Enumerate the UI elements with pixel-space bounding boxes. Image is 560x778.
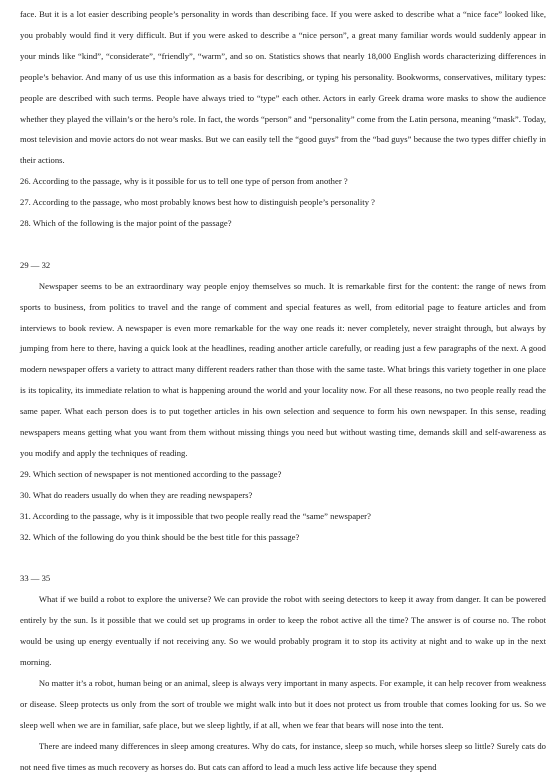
section-heading-29-32: 29 — 32 xyxy=(20,259,51,270)
question-26: 26. According to the passage, why is it possible for us to tell one type of person from another ? xyxy=(20,176,348,187)
question-28: 28. Which of the following is the major point of the passage? xyxy=(20,218,232,229)
section-spacer xyxy=(20,548,546,569)
question-31: 31. According to the passage, why is it impossible that two people really read the “same” newspaper? xyxy=(20,510,371,521)
passage-29-32-text: Newspaper seems to be an extraordinary way people enjoy themselves so much. It is remarkable first for the content: the range of news from sports to business, from politics to travel and the range of comment and special features as well, from editorial page to feature articles and from interviews to book review. A newspaper is even more remarkable for the way one reads it: never completely, never straight through, but always by jumping from here to there, having a quick look at the headlines, reading another article carefully, or reading just a few paragraphs of the next. A good modern newspaper offers a variety to attract many different readers rather than those with the same taste. What brings this variety together in one place is its topicality, its immediate relation to what is happening around the world and your locality now. For all these reasons, no two people really read the same paper. What each person does is to put together articles in his own selection and sequence to form his own newspaper. In this sense, reading newspapers means getting what you want from them without missing things you need but without wasting time, demands skill and self-awareness as you modify and apply the techniques of reading. xyxy=(20,280,546,459)
section-spacer xyxy=(20,234,546,255)
section-heading-33-35: 33 — 35 xyxy=(20,573,51,584)
question-30: 30. What do readers usually do when they are reading newspapers? xyxy=(20,489,253,500)
question-29: 29. Which section of newspaper is not mentioned according to the passage? xyxy=(20,468,282,479)
question-27: 27. According to the passage, who most probably knows best how to distinguish people’s personality ? xyxy=(20,197,376,208)
passage-26-28-text: face. But it is a lot easier describing people’s personality in words than describing face. If you were asked to describe what a “nice face” looked like, you probably would find it very difficult. But if you were asked to describe a “nice person”, a great many familiar words would suddenly appear in your minds like “kind”, “considerate”, “friendly”, “warm”, and so on. Statistics shows that nearly 18,000 English words characterizing differences in people’s behavior. And many of us use this information as a basis for describing, or typing his personality. Bookworms, conservatives, military types: people are described with such terms. People have always tried to “type” each other. Actors in early Greek drama wore masks to show the audience whether they played the villain’s or the hero’s role. In fact, the words “person” and “personality” come from the Latin persona, meaning “mask”. Today, most television and movie actors do not wear masks. But we can easily tell the “good guys” from the “bad guys” because the two types differ chiefly in their actions. xyxy=(20,9,546,166)
passage-33-35-paragraph-3: There are indeed many differences in sleep among creatures. Why do cats, for instance, sleep so much, while horses sleep so little? Surely cats do not need five times as much recovery as horses do. But cats can afford to lead a much less active life because they spend xyxy=(20,740,546,772)
passage-33-35-paragraph-1: What if we build a robot to explore the universe? We can provide the robot with seeing detectors to keep it away from danger. It can be powered entirely by the sun. Is it possible that we could set up programs in order to keep the robot active all the time? The answer is of course no. The robot would be using up energy eventually if not receiving any. So we would probably program it to stop its activity at night and to wake up in the next morning. xyxy=(20,594,546,668)
question-32: 32. Which of the following do you think should be the best title for this passage? xyxy=(20,531,300,542)
passage-33-35-paragraph-2: No matter it’s a robot, human being or an animal, sleep is always very important in many aspects. For example, it can help recover from weakness or disease. Sleep protects us only from the sort of trouble we might walk into but it does not protect us from trouble that comes looking for us. So we sleep well when we are in familiar, safe place, but we sleep lightly, if at all, when we fear that bears will nose into the tent. xyxy=(20,677,546,730)
